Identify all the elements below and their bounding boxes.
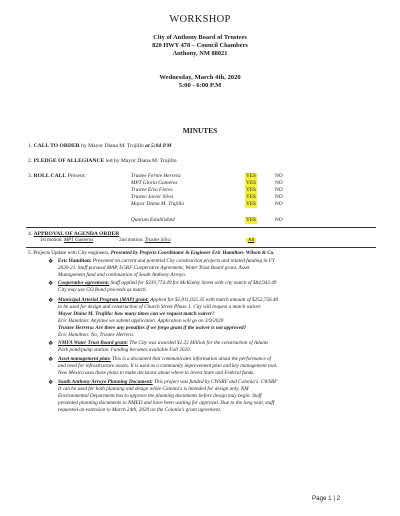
pledge-label: PLEDGE OF ALLEGIANCE [33, 158, 105, 164]
bullet-text: and need for infrastructure assets. It is used as a community improvement plan and key management tool. [58, 363, 278, 369]
bullet-text: Applied for $1,011,025.35 with match amount of $252,756.40 [150, 297, 279, 303]
vote-no: NO [275, 180, 283, 186]
member-name: Trustee Fernie Herrera [131, 173, 181, 179]
vote-yes: YES [246, 194, 257, 200]
meeting-date: Wednesday, March 4th, 2020 [159, 74, 241, 81]
roll-call-label: ROLL CALL [33, 173, 67, 179]
board-name: City of Anthony Board of Trustees [153, 34, 247, 41]
city-line: Anthony, NM 88021 [172, 50, 228, 57]
bullet-text: to be used for design and construction of Church Street Phase 1. City will request a match waiver. [58, 304, 262, 310]
address-line: 820 HWY 478 – Council Chambers [152, 42, 248, 49]
bullet-text: presented planning documents to NMED and have been waiting for approval. Due to the long wait, staff [58, 400, 275, 406]
bullet-text: requested an extension to March 24th, 2020 on the Colonia's grant agreement. [58, 407, 222, 413]
all-vote: All [247, 238, 255, 243]
bullet-text: Management fund and continuation of South Anthony Arroyo. [58, 272, 187, 278]
bullet-diamond-icon: ❖ [48, 341, 54, 347]
agenda-motions [40, 238, 256, 243]
second-motion-label: 2nd motion: [119, 238, 144, 243]
bullet-text: 2020-21. Staff pursued MAP, LGRF Cooperative Agreement, Water Trust Board grant, Asset [58, 265, 250, 271]
quorum-label: Quorum Established [131, 217, 175, 223]
vote-yes: YES [246, 173, 257, 179]
vote-yes: YES [246, 187, 257, 193]
member-name: MPT Gloria Gameros [131, 180, 178, 186]
meeting-time: 5:00 - 6:00 P.M [178, 82, 222, 89]
roll-call-number: 3. [28, 173, 33, 179]
call-to-order-time: at 5:04 P.M [145, 143, 172, 149]
bullet-text: The City was awarded $1.25 Million for the construction of Adams [129, 340, 269, 346]
bullet-text: This project was funded by CWSRF and Colonia's. CWSRF [154, 379, 278, 385]
bullet-text: This is a document that communicates information about the performance of [112, 356, 272, 362]
first-motion-label: 1st motion: [40, 238, 63, 243]
bullet-text: Mayor Diana M. Trujillo: how many times can we request match waiver? [58, 311, 215, 317]
bullet-text: Park pond/pump station. Funding becomes available Fall 2020. [58, 347, 191, 353]
section-divider [26, 247, 376, 248]
bullet-diamond-icon: ❖ [48, 380, 54, 386]
minutes-heading: MINUTES [182, 126, 218, 135]
call-to-order-label: CALL TO ORDER [33, 143, 80, 149]
vote-no: NO [275, 173, 283, 179]
bullet-heading: NMFA Water Trust Board grant: [58, 340, 129, 346]
bullet-diamond-icon: ❖ [48, 298, 54, 304]
bullet-text: New Mexico uses these plans to make decisions about where to invest State and Federal funds. [58, 370, 255, 376]
agenda-approval-item [28, 231, 119, 237]
second-motion-value: Trustee Silva [144, 238, 171, 243]
bullet-text: It can be used for both planning and design while Colonia's is intended for design only. NM [58, 386, 249, 392]
member-name: Mayor Diana M. Trujillo [131, 201, 184, 207]
first-motion-value: MPT Gameros [63, 238, 94, 243]
vote-no: NO [275, 194, 283, 200]
pledge-item [28, 158, 177, 164]
bullet-heading: South Anthony Arroyo Planning Document: [58, 379, 153, 385]
document-title: WORKSHOP [169, 14, 231, 25]
member-name: Trustee Javier Silva [131, 194, 174, 200]
projects-update-item [28, 250, 275, 256]
bullet-text: City may use GO Bond proceeds as match. [58, 287, 147, 293]
vote-yes: YES [246, 201, 257, 207]
speaker-name: Eric Hamilton: [58, 258, 92, 264]
bullet-heading: Municipal Arterial Program (MAP) grant: [58, 297, 149, 303]
bullet-text: Eric Hamilton: Anytime we submit application. Application will go on 3/9/2020 [58, 318, 224, 324]
bullet-diamond-icon: ❖ [48, 259, 54, 265]
projects-presenter: Presented by Projects Coordinator & Engineer Eric Hamilton- Wilson & Co. [110, 250, 275, 256]
quorum-no: NO [275, 217, 283, 223]
bullet-text: Trustee Herrera: Are there any penalties if we forgo grant if the waiver is not approved? [58, 325, 247, 331]
bullet-text: Environmental Department has to approve the planning documents before design may begin. Staff [58, 393, 262, 399]
pledge-text: led by Mayor Diana M. Trujillo [105, 158, 177, 164]
quorum-yes: YES [246, 217, 257, 223]
vote-yes: YES [246, 180, 257, 186]
agenda-number: 4. [28, 231, 33, 237]
vote-no: NO [275, 201, 283, 207]
bullet-heading: Asset management plan: [58, 356, 111, 362]
agenda-label: APPROVAL OF AGENDA ORDER [33, 231, 120, 237]
bullet-text: Presented on current and potential City construction projects and related funding in FY [92, 258, 275, 264]
member-name: Trustee Elva Flores [131, 187, 173, 193]
bullet-text: Staff applied for $339,774.49 for McKinley Street with city match of $84,943.49 [110, 280, 277, 286]
call-to-order-text: by Mayor Diana M. Trujillo [81, 143, 144, 149]
bullet-text: Eric Hamilton: No, Trustee Herrera. [58, 332, 135, 338]
bullet-diamond-icon: ❖ [48, 357, 54, 363]
bullet-heading: Cooperative agreement: [58, 280, 110, 286]
page-number: Page 1 | 2 [312, 495, 341, 502]
section-divider [26, 227, 376, 228]
roll-call-item [28, 173, 86, 179]
bullet-diamond-icon: ❖ [48, 281, 54, 287]
vote-no: NO [275, 187, 283, 193]
call-to-order-item [28, 143, 172, 149]
call-to-order-number: 1. [28, 143, 33, 149]
roll-call-present: Present: [67, 173, 87, 179]
projects-update-title: 5. Projects Update with City engineers. [28, 250, 110, 256]
pledge-number: 2. [28, 158, 33, 164]
